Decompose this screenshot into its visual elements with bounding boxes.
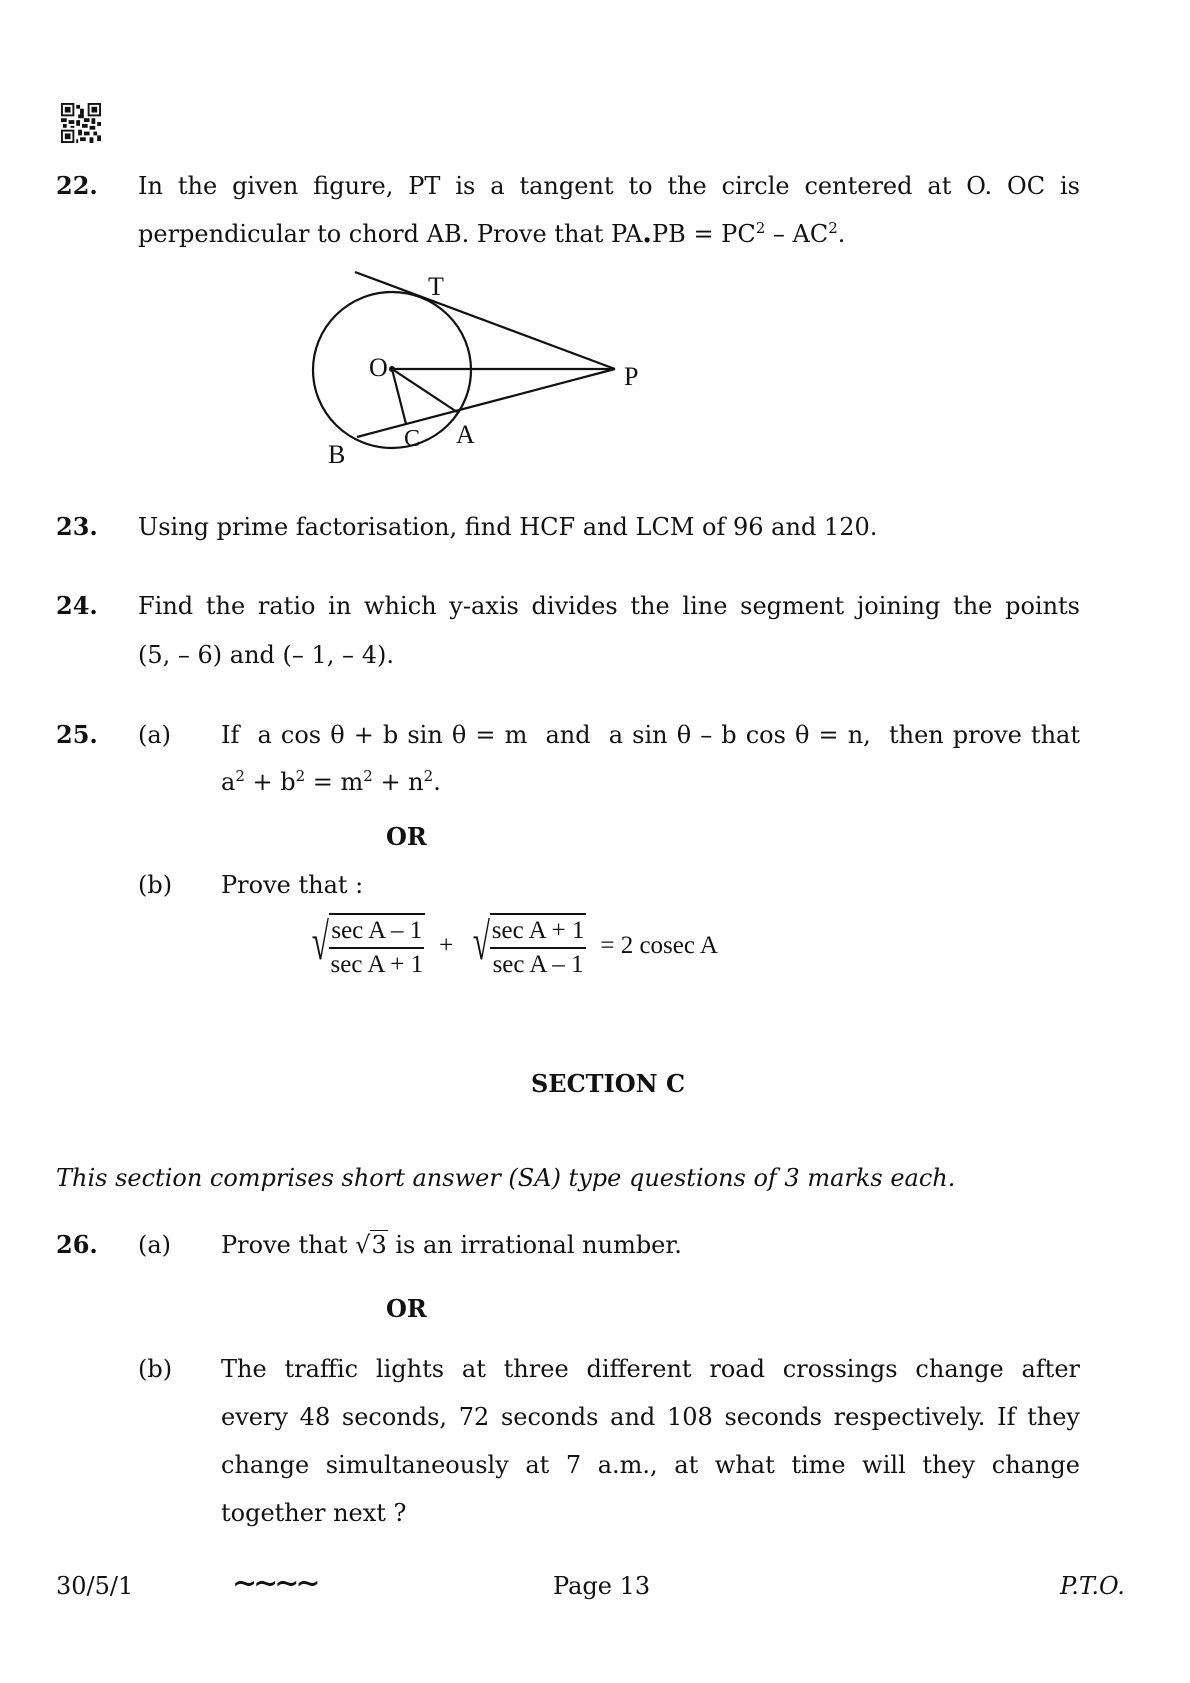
question-text: Prove that : — [221, 871, 364, 899]
geometry-figure — [0, 0, 1190, 520]
label-c: C — [404, 426, 421, 452]
question-text: every 48 seconds, 72 seconds and 108 seconds respectively. If they — [221, 1403, 1080, 1431]
question-number: 22. — [56, 171, 98, 200]
ornament-icon: ∼∼∼∼ — [232, 1566, 317, 1601]
sqrt-icon: √ — [311, 914, 329, 971]
question-text: change simultaneously at 7 a.m., at what time will they change — [221, 1451, 1080, 1479]
question-text: In the given figure, PT is a tangent to the circle centered at O. OC is — [138, 172, 1080, 200]
section-intro: This section comprises short answer (SA) type questions of 3 marks each. — [56, 1164, 956, 1192]
question-text: (5, – 6) and (– 1, – 4). — [138, 641, 394, 669]
question-number: 23. — [56, 512, 98, 541]
sqrt-icon: √ — [355, 1231, 371, 1259]
numerator: sec A + 1 — [490, 917, 587, 949]
question-number: 24. — [56, 591, 98, 620]
sqrt-term-1 — [306, 913, 425, 979]
part-label: (a) — [138, 1231, 172, 1259]
question-text: The traffic lights at three different road crossings change after — [221, 1355, 1080, 1383]
section-title: SECTION C — [530, 1069, 686, 1098]
part-label: (a) — [138, 721, 172, 749]
pto-label: P.T.O. — [1060, 1572, 1125, 1600]
label-p: P — [624, 362, 639, 391]
trig-formula — [306, 913, 718, 979]
page-number: Page 13 — [553, 1572, 651, 1600]
question-text: Using prime factorisation, find HCF and LCM of 96 and 120. — [138, 513, 878, 541]
tangent-line-pt — [355, 272, 615, 369]
part-label: (b) — [138, 1355, 173, 1383]
question-text: perpendicular to chord AB. Prove that $PA.PB = PC^2 - AC^2$. — [138, 216, 846, 249]
plus-sign: + — [439, 932, 454, 959]
formula-rhs: = 2 cosec A — [600, 932, 718, 959]
label-o: O — [369, 353, 388, 382]
denominator: sec A – 1 — [492, 951, 584, 978]
label-a: A — [456, 420, 475, 449]
label-b: B — [328, 440, 346, 469]
question-text: If a cos θ + b sin θ = m and a sin θ – b cos θ = n, then prove that — [221, 721, 1080, 749]
question-text: $a^2 + b^2 = m^2 + n^2$. — [221, 767, 441, 796]
question-text: Find the ratio in which y-axis divides the line segment joining the points — [138, 592, 1080, 620]
denominator: sec A + 1 — [330, 951, 424, 978]
sqrt-icon: √ — [472, 914, 491, 971]
numerator: sec A – 1 — [329, 917, 424, 949]
or-separator: OR — [386, 822, 427, 851]
sqrt-term-2 — [467, 913, 586, 979]
paper-code: 30/5/1 — [56, 1572, 134, 1600]
label-t: T — [428, 272, 444, 301]
part-label: (b) — [138, 871, 173, 899]
center-point — [389, 366, 395, 372]
or-separator: OR — [386, 1294, 427, 1323]
question-number: 26. — [56, 1230, 98, 1259]
question-text: together next ? — [221, 1499, 407, 1527]
question-number: 25. — [56, 720, 98, 749]
question-text: Prove that √3 is an irrational number. — [221, 1231, 682, 1259]
